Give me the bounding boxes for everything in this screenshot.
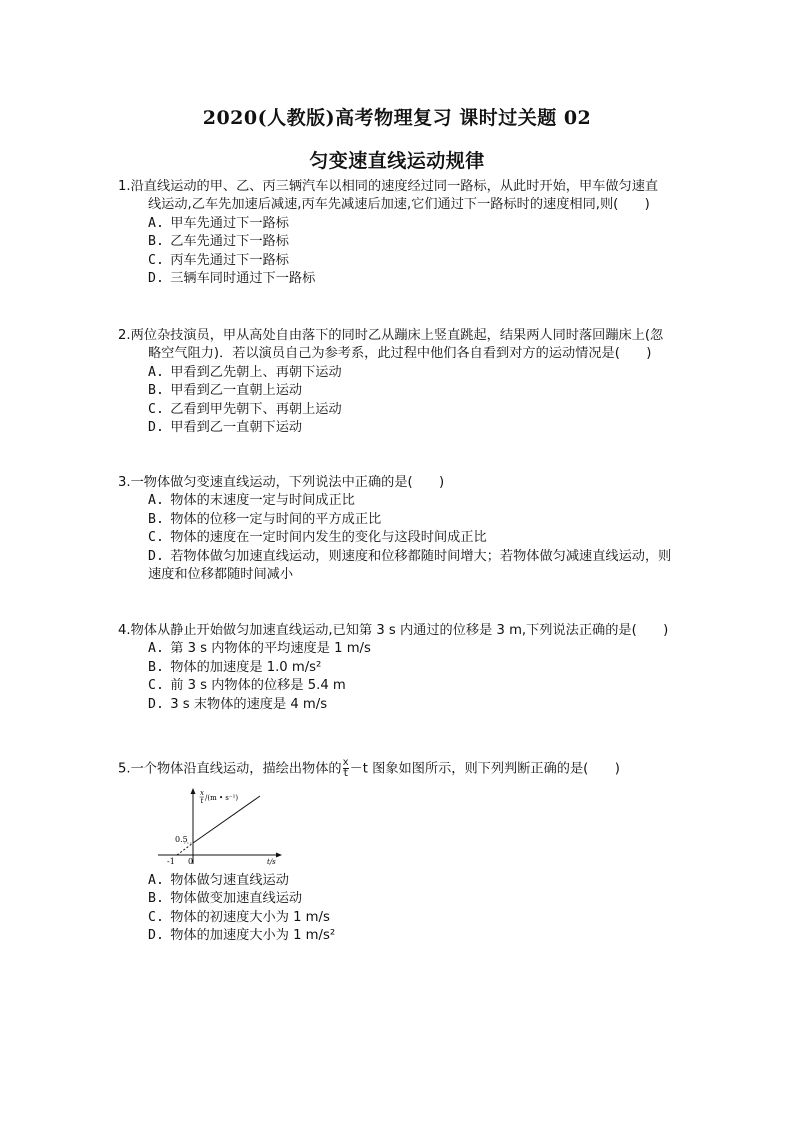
xt-t-graph — [150, 786, 290, 866]
x-axis-arrow — [276, 853, 282, 858]
option-c: C. 前 3 s 内物体的位移是 5.4 m — [148, 678, 346, 694]
option-c: C. 丙车先通过下一路标 — [148, 252, 289, 268]
page-title: 2020(人教版)高考物理复习 课时过关题 02 — [202, 107, 592, 129]
y-label-den: t — [200, 797, 204, 805]
question-stem: 4.物体从静止开始做匀加速直线运动,已知第 3 s 内通过的位移是 3 m,下列说法正确的是( ) — [118, 623, 669, 638]
origin-label: 0 — [188, 857, 194, 866]
x-axis-label: t/s — [267, 858, 276, 866]
option-d: D. 物体的加速度大小为 1 m/s² — [148, 928, 336, 944]
option-c: C. 物体的速度在一定时间内发生的变化与这段时间成正比 — [148, 530, 487, 546]
option-d: D. 三辆车同时通过下一路标 — [148, 271, 316, 287]
option-a: A. 甲车先通过下一路标 — [148, 215, 289, 231]
y-axis-arrow — [191, 788, 196, 794]
option-c: C. 乙看到甲先朝下、再朝上运动 — [148, 401, 342, 417]
tick-y-0-5: 0.5 — [175, 835, 188, 844]
dashed-extension — [177, 843, 193, 855]
question-stem: 2.两位杂技演员，甲从高处自由落下的同时乙从蹦床上竖直跳起，结果两人同时落回蹦床上(忽 — [118, 328, 664, 343]
question-stem: 3.一物体做匀变速直线运动，下列说法中正确的是( ) — [118, 475, 445, 490]
tick-x-neg1: -1 — [167, 857, 175, 866]
question-2 — [118, 327, 703, 437]
question-5-options — [118, 872, 703, 946]
question-stem: 1.沿直线运动的甲、乙、丙三辆汽车以相同的速度经过同一路标，从此时开始，甲车做匀速直 — [118, 179, 659, 194]
option-d: D. 3 s 末物体的速度是 4 m/s — [148, 696, 328, 712]
option-d-cont: 速度和位移都随时间减小 — [148, 567, 294, 583]
option-b: B. 甲看到乙一直朝上运动 — [148, 383, 303, 399]
question-stem-cont: 线运动,乙车先加速后减速,丙车先减速后加速,它们通过下一路标时的速度相同,则( ) — [148, 197, 650, 213]
option-b: B. 物体做变加速直线运动 — [148, 891, 303, 907]
y-label-unit: /(m • s⁻¹) — [205, 794, 239, 802]
question-1 — [118, 178, 703, 288]
option-b: B. 乙车先通过下一路标 — [148, 234, 289, 250]
option-a: A. 物体做匀速直线运动 — [148, 873, 289, 888]
y-label-num: x — [200, 789, 204, 797]
page-subtitle: 匀变速直线运动规律 — [309, 150, 485, 172]
option-c: C. 物体的初速度大小为 1 m/s — [148, 909, 330, 925]
question-stem-cont: 略空气阻力)．若以演员自己为参考系，此过程中他们各自看到对方的运动情况是( ) — [148, 346, 652, 362]
question-stem: 5.一个物体沿直线运动，描绘出物体的 $\frac{x}{t}$ －t 图象如图所示，则下列判断正确的是( ) — [118, 757, 620, 779]
question-5 — [118, 758, 703, 779]
option-b: B. 物体的位移一定与时间的平方成正比 — [148, 511, 382, 527]
question-3 — [118, 474, 703, 584]
option-a: A. 甲看到乙先朝上、再朝下运动 — [148, 364, 342, 380]
option-d: D. 甲看到乙一直朝下运动 — [148, 420, 303, 436]
option-b: B. 物体的加速度是 1.0 m/s² — [148, 659, 322, 675]
question-4 — [118, 622, 703, 714]
fraction-x-over-t: $\frac{x}{t}$ — [342, 757, 349, 779]
option-a: A. 第 3 s 内物体的平均速度是 1 m/s — [148, 641, 371, 657]
option-d: D. 若物体做匀加速直线运动，则速度和位移都随时间增大；若物体做匀减速直线运动，则 — [148, 548, 672, 564]
option-a: A. 物体的末速度一定与时间成正比 — [148, 493, 355, 509]
